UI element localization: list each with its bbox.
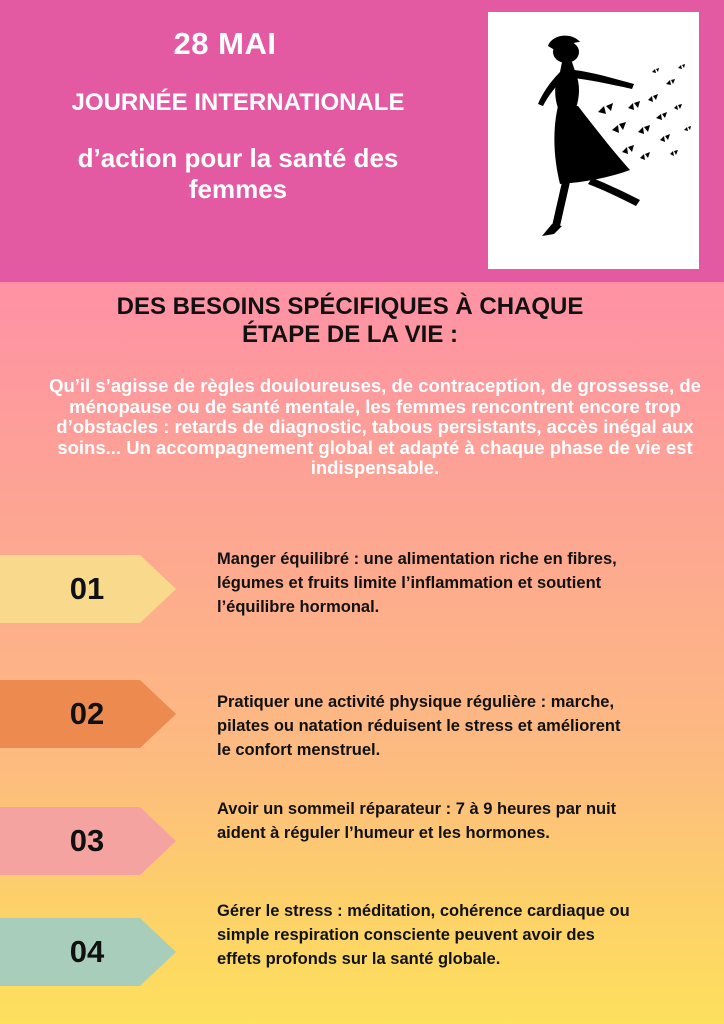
event-date: 28 MAI — [173, 26, 277, 61]
step-number: 04 — [69, 934, 105, 969]
section-title: DES BESOINS SPÉCIFIQUES À CHAQUE ÉTAPE DE LA VIE : — [116, 293, 584, 348]
illustration-frame — [488, 12, 699, 269]
intro-paragraph: Qu’il s’agisse de règles douloureuses, de contraception, de grossesse, de ménopause ou de santé mentale, les femmes rencontrent encore trop d’obstacles : retards de diagnostic, tabous persistants, accès inégal aux soins... Un accompagnement global et adapté à chaque phase de vie est indispensable. — [49, 375, 701, 478]
step-tab-02 — [0, 680, 176, 748]
woman-butterflies-illustration — [488, 12, 699, 269]
step-text-04: Gérer le stress : méditation, cohérence cardiaque ou simple respiration consciente peuvent avoir des effets profonds sur la santé globale. — [217, 902, 630, 968]
step-number: 03 — [69, 823, 105, 858]
step-text-02: Pratiquer une activité physique régulière : marche, pilates ou natation réduisent le stress et améliorent le confort menstruel. — [217, 693, 621, 759]
step-tab-03 — [0, 807, 176, 875]
event-title: JOURNÉE INTERNATIONALE — [71, 89, 405, 116]
step-text-01: Manger équilibré : une alimentation riche en fibres, légumes et fruits limite l’inflammation et soutient l’équilibre hormonal. — [217, 550, 617, 616]
step-text-03: Avoir un sommeil réparateur : 7 à 9 heures par nuit aident à réguler l’humeur et les hormones. — [217, 800, 617, 842]
header-banner — [0, 0, 724, 282]
step-number: 02 — [69, 696, 105, 731]
step-tab-01 — [0, 555, 176, 623]
event-subtitle: d’action pour la santé des femmes — [77, 143, 399, 204]
step-number: 01 — [69, 571, 105, 606]
step-tab-04 — [0, 918, 176, 986]
